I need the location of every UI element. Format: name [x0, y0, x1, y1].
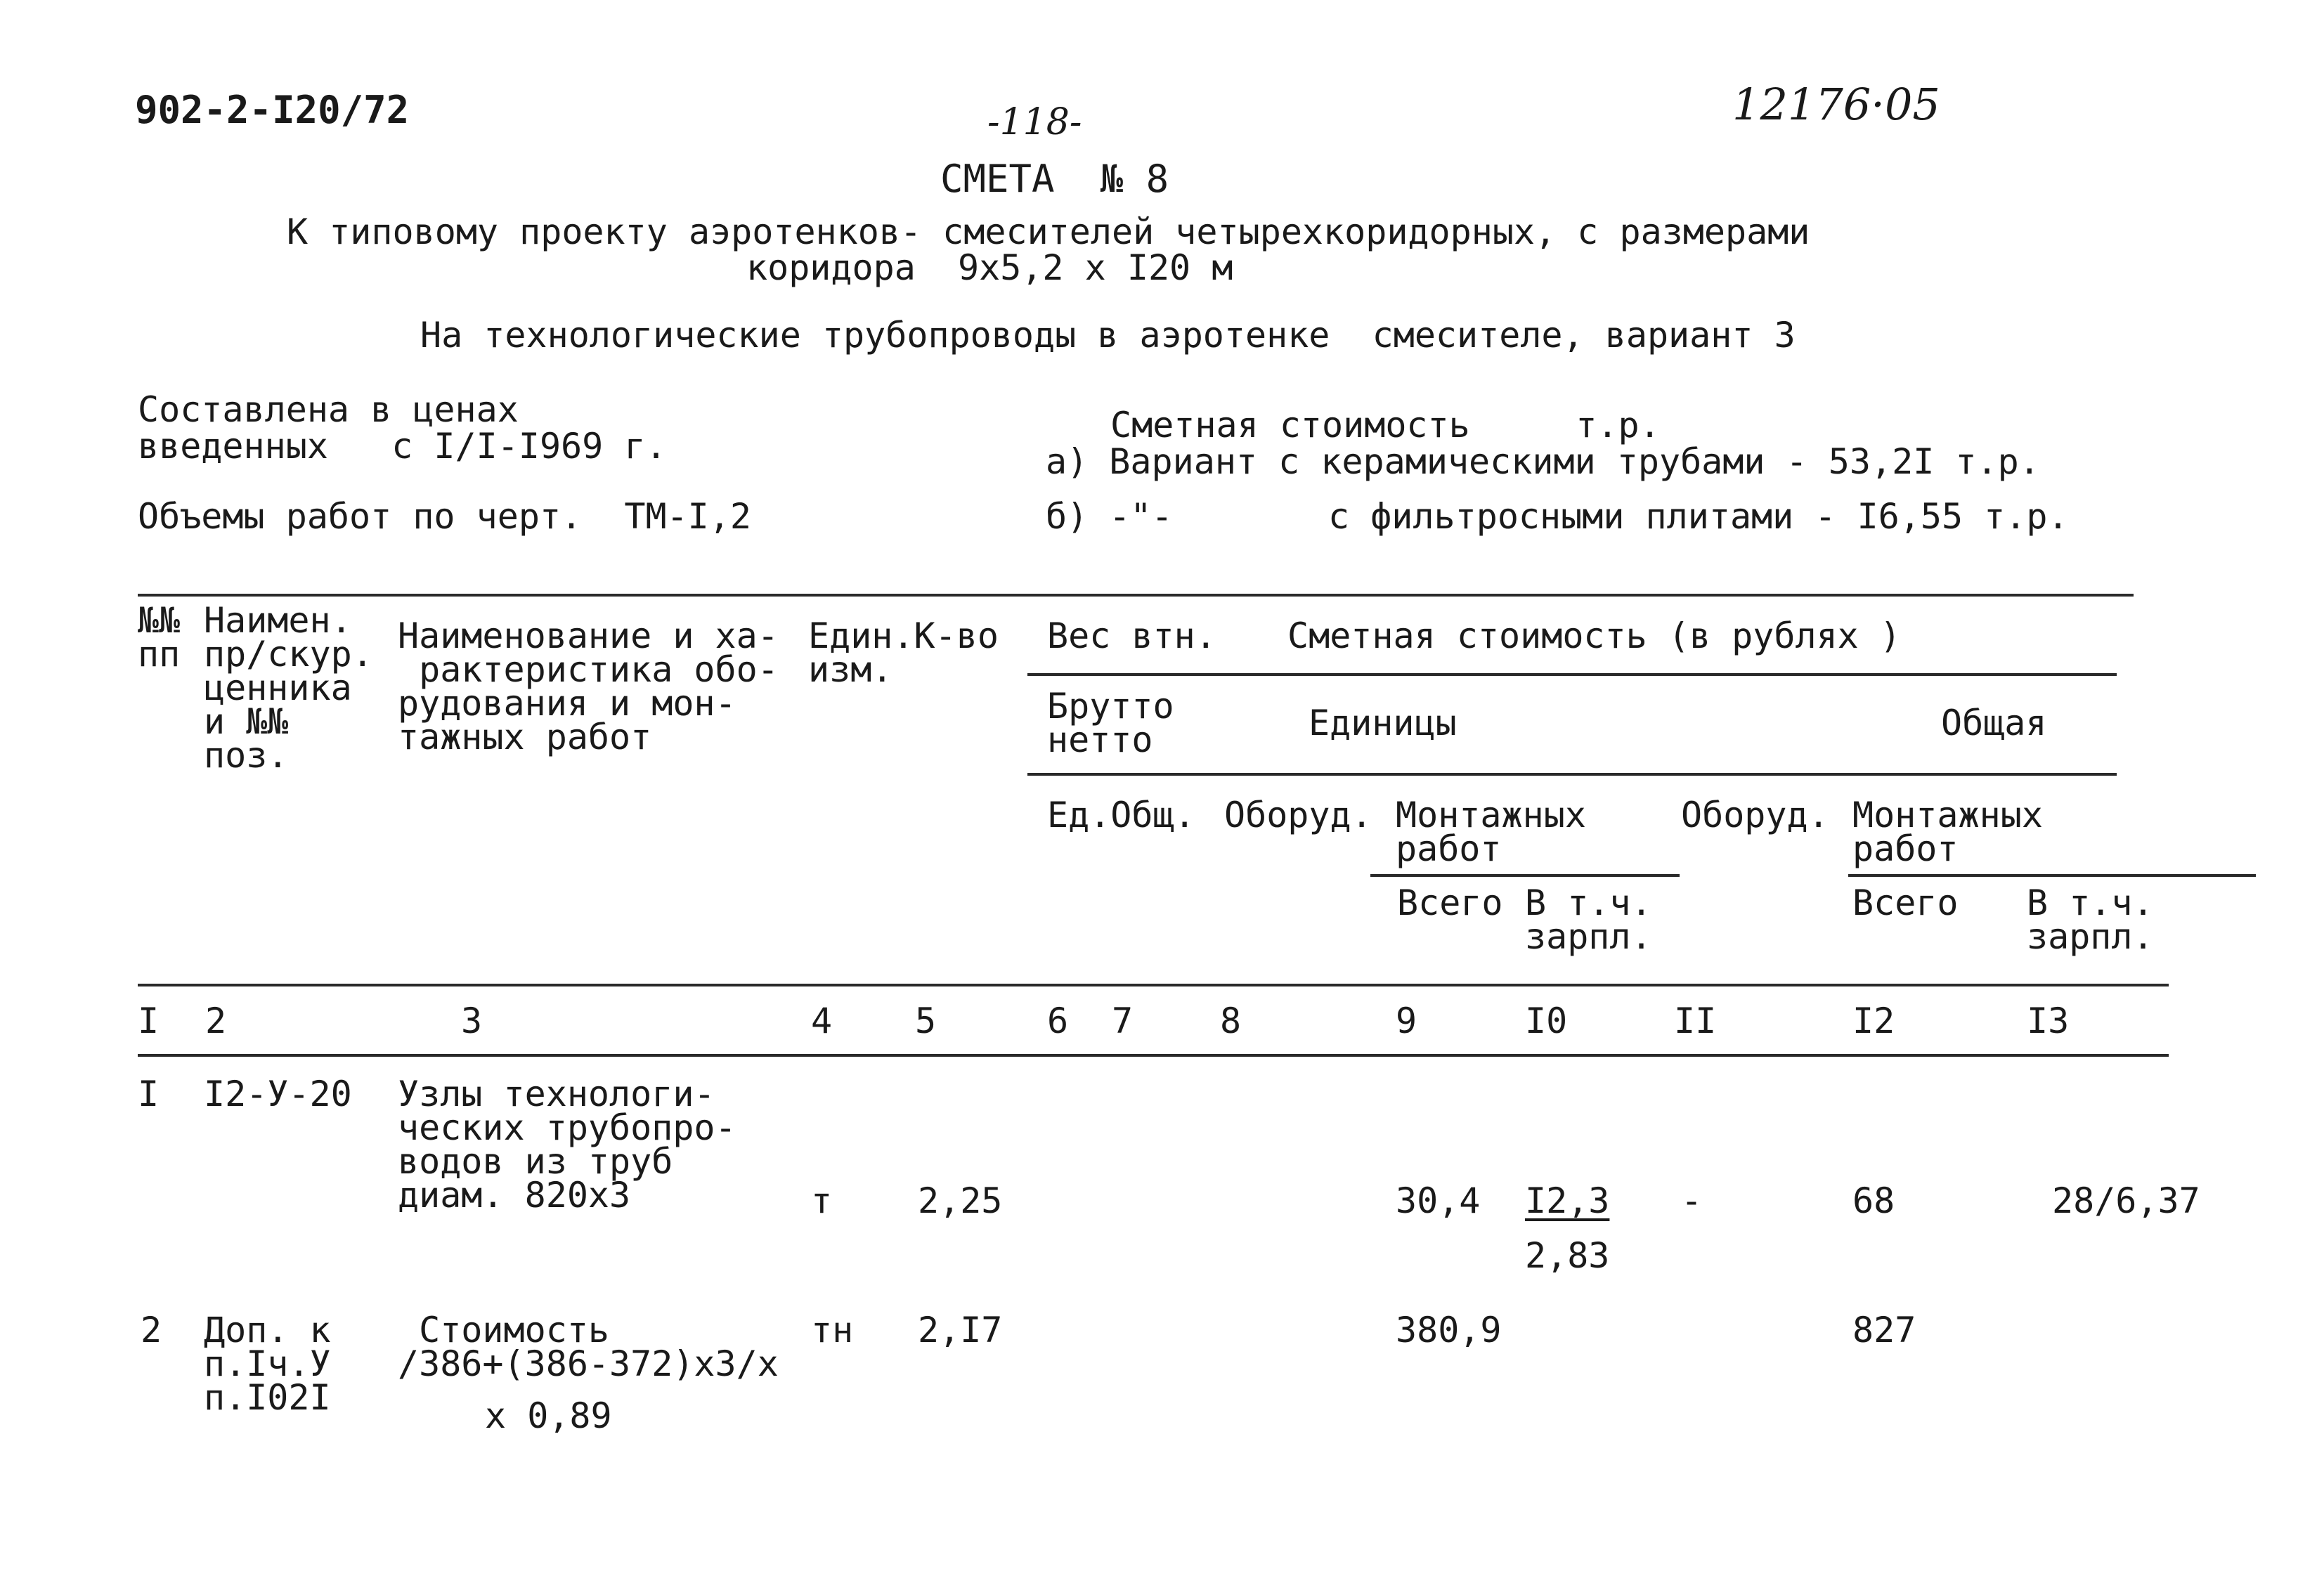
header-netto: нетто — [1047, 719, 1153, 760]
header-weight: Вес втн. — [1047, 616, 1216, 656]
variant-b: с фильтросными плитами - I6,55 т.р. — [1328, 496, 2069, 537]
volumes-line: Объемы работ по черт. ТМ-I,2 — [138, 496, 751, 537]
header-col3-l2: рактеристика обо- — [398, 649, 779, 690]
row1-mount-wage-sub: 2,83 — [1525, 1235, 1610, 1276]
header-mount-unit-l1: Монтажных — [1396, 795, 1586, 835]
table-top-rule — [138, 594, 2134, 597]
header-all-total: Всего — [1852, 883, 1959, 923]
header-col1-l2: пп — [138, 634, 181, 675]
unit-header-rule — [1027, 773, 2117, 776]
prices-line-1: Составлена в ценах — [138, 389, 519, 430]
row2-unit: тн — [811, 1310, 854, 1350]
row1-name-l4: диам. 820х3 — [398, 1175, 631, 1216]
header-equip-unit: Оборуд. — [1224, 795, 1372, 835]
header-col45-l1: Един.К-во — [808, 616, 999, 656]
row2-total-all: 827 — [1852, 1310, 1916, 1350]
purpose-line: На технологические трубопроводы в аэротенке смесителе, вариант 3 — [420, 315, 1796, 356]
row1-total-wage: 28/6,37 — [2052, 1180, 2200, 1221]
column-number: 5 — [915, 1001, 937, 1041]
header-incl-total-l2: зарпл. — [2027, 916, 2154, 957]
column-number: I3 — [2027, 1001, 2070, 1041]
header-total: Общая — [1941, 703, 2047, 743]
header-brutto: Брутто — [1047, 686, 1174, 727]
column-number: I0 — [1525, 1001, 1568, 1041]
header-col45-l2: изм. — [808, 649, 893, 690]
row1-number: I — [138, 1074, 160, 1114]
row2-mount-all: 380,9 — [1396, 1310, 1502, 1350]
header-bottom-rule — [138, 984, 2169, 986]
header-col1-l1: №№ — [138, 600, 181, 641]
column-number: II — [1674, 1001, 1717, 1041]
row1-name-l1: Узлы технологи- — [398, 1074, 715, 1114]
column-number: 8 — [1220, 1001, 1242, 1041]
row2-code-l2: п.Iч.У — [204, 1343, 331, 1384]
row2-name-l3: х 0,89 — [485, 1395, 612, 1436]
header-mount-total-l1: Монтажных — [1852, 795, 2043, 835]
row1-qty: 2,25 — [918, 1180, 1003, 1221]
mount-header-rule — [1370, 874, 1680, 877]
row2-number: 2 — [141, 1310, 162, 1350]
header-col2-l1: Наимен. — [204, 600, 352, 641]
row1-total-all: 68 — [1852, 1180, 1895, 1221]
header-ed-obsh: Ед.Общ. — [1047, 795, 1195, 835]
cost-header: Сметная стоимость т.р. — [1110, 405, 1661, 445]
handwritten-number: 12176·05 — [1732, 79, 1940, 130]
column-number: 4 — [811, 1001, 833, 1041]
variant-b-prefix: б) -"- — [1046, 496, 1173, 537]
header-col3-l4: тажных работ — [398, 717, 652, 757]
header-col2-l4: и №№ — [204, 701, 289, 742]
row1-mount-wage: I2,3 — [1525, 1180, 1610, 1221]
row2-code-l3: п.I02I — [204, 1377, 331, 1418]
column-number: 6 — [1047, 1001, 1069, 1041]
row1-equip-total: - — [1681, 1180, 1703, 1221]
header-col2-l5: поз. — [204, 735, 289, 776]
column-number: 2 — [205, 1001, 227, 1041]
variant-a: а) Вариант с керамическими трубами - 53,2I т.р. — [1046, 441, 2040, 482]
document-code: 902-2-I20/72 — [135, 88, 410, 132]
cost-header-rule — [1027, 673, 2117, 676]
row2-name-l2: /386+(386-372)х3/х — [398, 1343, 779, 1384]
row2-code-l1: Доп. к — [204, 1310, 331, 1350]
row1-name-l2: ческих трубопро- — [398, 1107, 736, 1148]
row1-mount-all: 30,4 — [1396, 1180, 1481, 1221]
mount-total-rule — [1848, 874, 2256, 877]
header-incl-unit-l1: В т.ч. — [1525, 883, 1652, 923]
document-title: СМЕТА № 8 — [940, 157, 1169, 201]
prices-line-2: введенных с I/I-I969 г. — [138, 426, 667, 467]
header-incl-total-l1: В т.ч. — [2027, 883, 2154, 923]
column-number: 9 — [1396, 1001, 1417, 1041]
colnum-bottom-rule — [138, 1054, 2169, 1057]
row1-code: I2-У-20 — [204, 1074, 352, 1114]
header-unit: Единицы — [1309, 703, 1457, 743]
column-number: 3 — [461, 1001, 483, 1041]
subtitle-line-1: К типовому проекту аэротенков- смесителей четырехкоридорных, с размерами — [287, 211, 1810, 252]
header-col3-l1: Наименование и ха- — [398, 616, 779, 656]
subtitle-line-2: коридора 9х5,2 х I20 м — [746, 247, 1233, 288]
header-cost-title: Сметная стоимость (в рублях ) — [1287, 616, 1901, 656]
header-equip-total: Оборуд. — [1681, 795, 1829, 835]
header-col3-l3: рудования и мон- — [398, 683, 736, 724]
column-number: I2 — [1852, 1001, 1895, 1041]
header-col2-l3: ценника — [204, 667, 352, 708]
header-col2-l2: пр/скур. — [204, 634, 373, 675]
column-number: I — [138, 1001, 160, 1041]
page-number: -118- — [987, 101, 1082, 143]
row1-name-l3: водов из труб — [398, 1141, 673, 1182]
row2-qty: 2,I7 — [918, 1310, 1003, 1350]
header-incl-unit-l2: зарпл. — [1525, 916, 1652, 957]
header-all-unit: Всего — [1397, 883, 1503, 923]
header-mount-total-l2: работ — [1852, 828, 1959, 869]
row2-name-l1: Стоимость — [398, 1310, 610, 1350]
column-number: 7 — [1112, 1001, 1134, 1041]
header-mount-unit-l2: работ — [1396, 828, 1502, 869]
row1-unit: т — [811, 1180, 833, 1221]
